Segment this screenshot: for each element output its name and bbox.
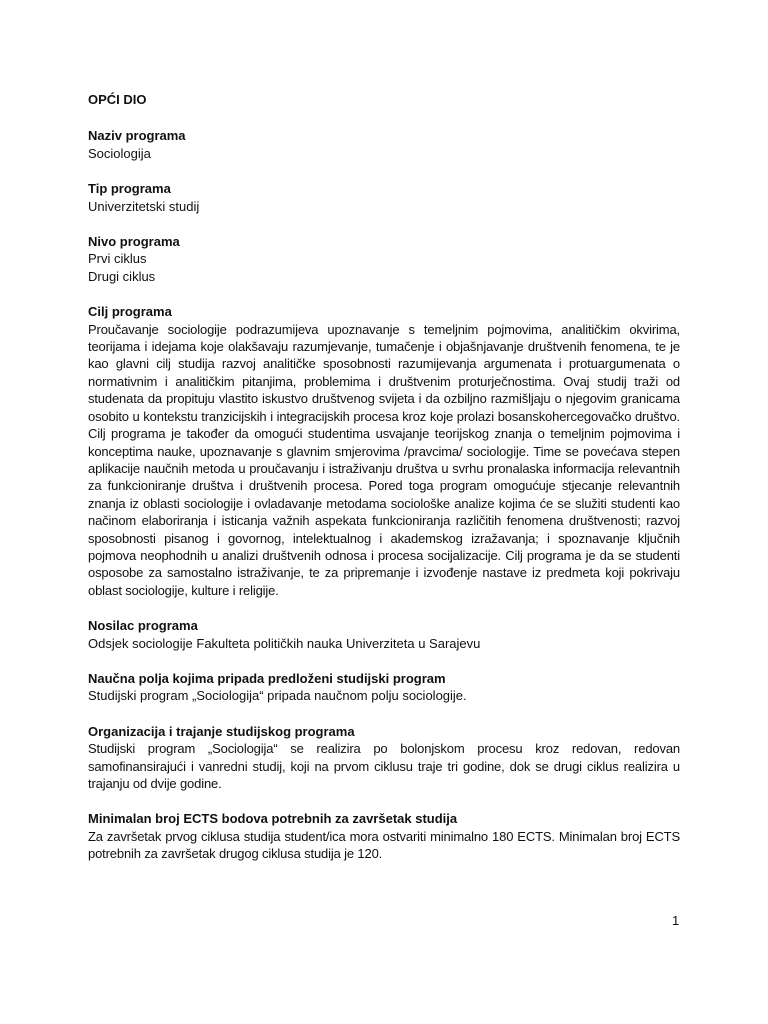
section-cilj-programa xyxy=(88,303,680,599)
document-title: OPĆI DIO xyxy=(88,92,147,107)
scientific-field: Studijski program „Sociologija“ pripada naučnom polju sociologije. xyxy=(88,688,467,704)
section-nosilac-programa xyxy=(88,617,680,652)
organization-paragraph: Studijski program „Sociologija“ se realizira po bolonjskom procesu kroz redovan, redovan samofinansirajući i vanredni studij, koji na prvom ciklusu traje tri godine, dok se drugi ciklus realizira u trajanju od dvije godine. xyxy=(88,741,680,791)
section-heading: Nosilac programa xyxy=(88,618,198,634)
program-level-item: Drugi ciklus xyxy=(88,268,156,284)
program-type: Univerzitetski studij xyxy=(88,198,200,214)
section-naziv-programa xyxy=(88,127,680,162)
program-holder: Odsjek sociologije Fakulteta političkih nauka Univerziteta u Sarajevu xyxy=(88,635,481,651)
program-name: Sociologija xyxy=(88,145,151,161)
section-heading: Organizacija i trajanje studijskog programa xyxy=(88,723,355,739)
section-heading: Minimalan broj ECTS bodova potrebnih za završetak studija xyxy=(88,811,458,827)
section-heading: Naučna polja kojima pripada predloženi studijski program xyxy=(88,670,446,686)
section-heading: Naziv programa xyxy=(88,128,186,144)
section-heading: Tip programa xyxy=(88,181,171,197)
section-organizacija xyxy=(88,723,680,793)
ects-paragraph: Za završetak prvog ciklusa studija student/ica mora ostvariti minimalno 180 ECTS. Minimalan broj ECTS potrebnih za završetak drugog ciklusa studija je 120. xyxy=(88,828,680,862)
section-heading: Nivo programa xyxy=(88,234,180,250)
program-level-item: Prvi ciklus xyxy=(88,251,147,267)
program-goal-paragraph: Proučavanje sociologije podrazumijeva upoznavanje s temeljnim pojmovima, analitičkim okvirima, teorijama i idejama koje olakšavaju razumjevanje, tumačenje i objašnjavanje društvenih fenomena, te je kao glavni cilj studija razvoj analitičke sposobnosti razumijevanja argumenata i protuargumenata o normativnim i analitičkim pitanjima, problemima i društvenim proturječnostima. Ovaj studij traži od studenata da propituju vlastito iskustvo društvenog svijeta i da ozbiljno razmišljaju o njegovim granicama osobito u kontekstu tranzicijskih i integracijskih procesa kroz koje prolazi bosanskohercegovačko društvo. Cilj programa je također da omogući studentima usvajanje teorijskog znanja o temeljnim pojmovima i konceptima nauke, upoznavanje s glavnim smjerovima /pravcima/ sociologije. Time se povećava stepen aplikacije naučnih metoda u proučavanju i istraživanju društva u svrhu pronalaska informacija relevantnih za funkcioniranje društva i društvenih procesa. Pored toga program omogućuje stjecanje relevantnih znanja iz oblasti sociologije i ovladavanje metodama sociološke analize kojima će se služiti studenti kao načinom elaboriranja i isticanja važnih aspekata funkcioniranja različitih fenomena društvenosti; razvoj sposobnosti pisanog i govornog, intelektualnog i akademskog izražavanja; i spoznavanje ključnih pojmova neophodnih u analizi društvenih odnosa i procesa socijalizacije. Cilj programa je da se studenti osposobe za samostalno istraživanje, te za pripremanje i izvođenje nastave iz predmeta koji pokrivaju oblast sociologije, kulture i religije. xyxy=(88,321,680,598)
section-nivo-programa xyxy=(88,233,680,285)
document-body xyxy=(88,91,680,881)
section-heading: Cilj programa xyxy=(88,304,172,320)
section-tip-programa xyxy=(88,180,680,215)
section-ects xyxy=(88,810,680,862)
page-number: 1 xyxy=(672,913,680,928)
section-naucna-polja xyxy=(88,670,680,705)
